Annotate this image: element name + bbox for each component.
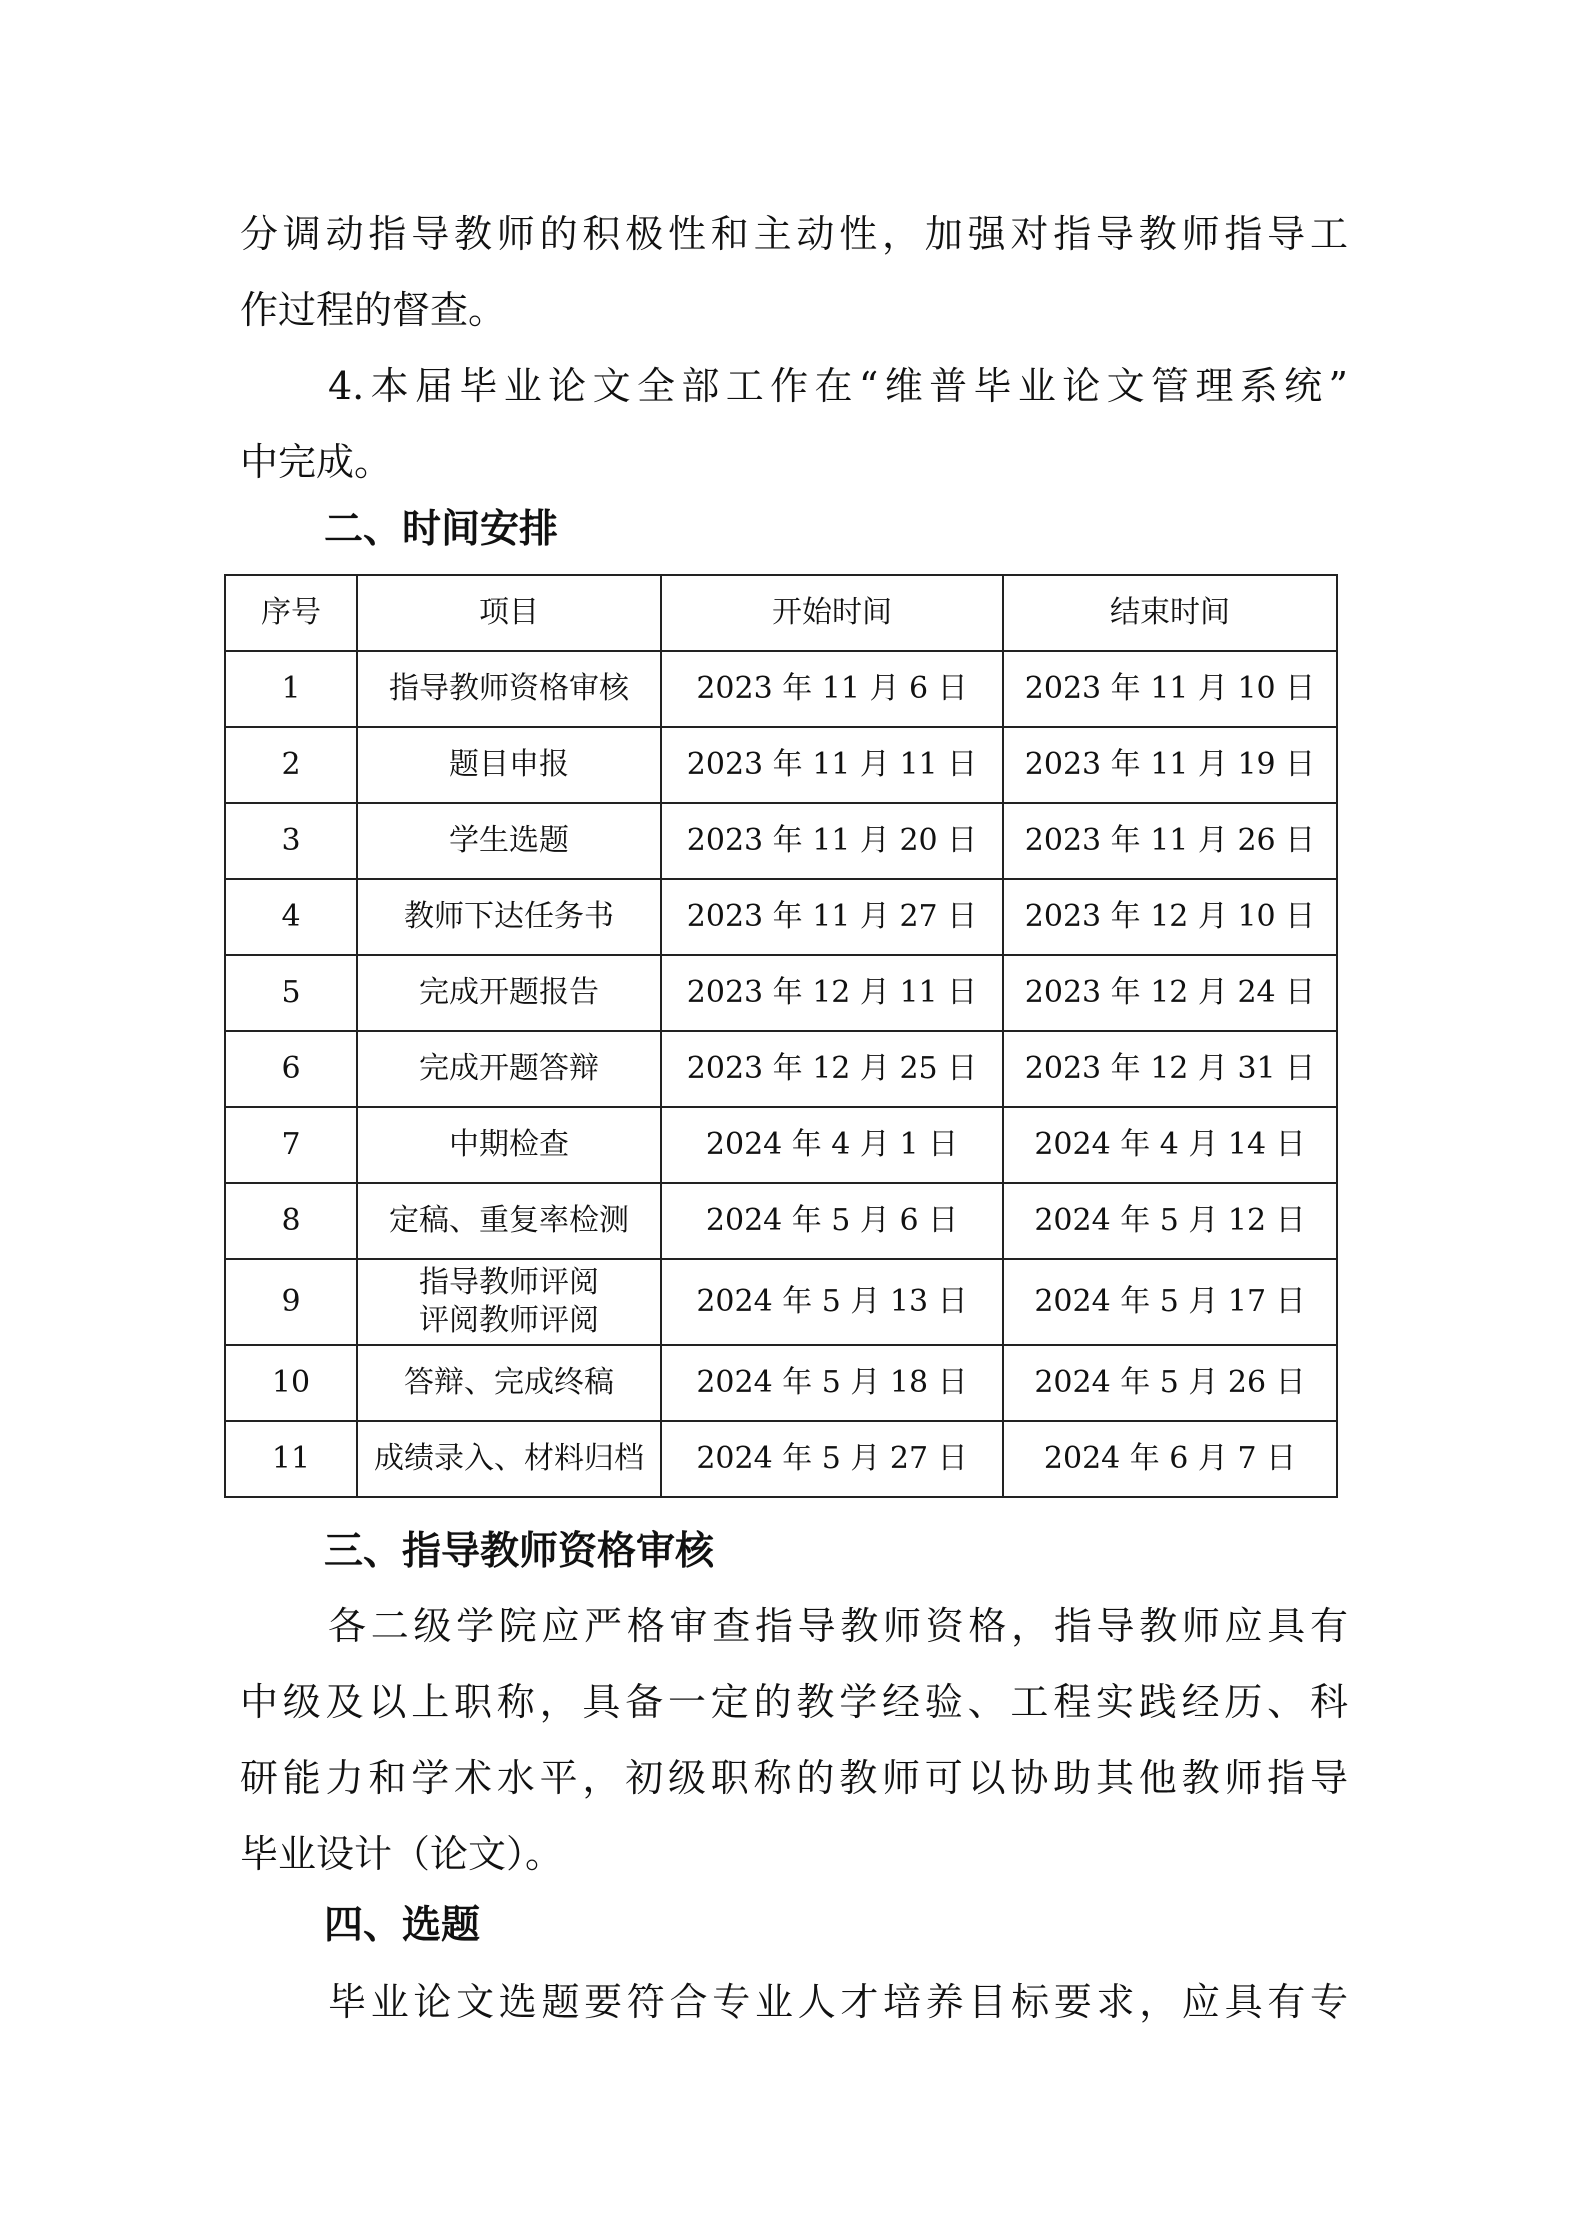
table-row [225,1183,1337,1259]
cell-end: 2023 年 12 月 24 日 [1003,955,1337,1031]
cell-start: 2024 年 5 月 27 日 [661,1421,1003,1497]
cell-start: 2024 年 5 月 6 日 [661,1183,1003,1259]
cell-no: 3 [225,803,357,879]
cell-item: 定稿、重复率检测 [357,1183,661,1259]
column-header-end: 结束时间 [1003,575,1337,651]
cell-item [357,1259,661,1345]
cell-start: 2023 年 12 月 25 日 [661,1031,1003,1107]
cell-end: 2024 年 5 月 26 日 [1003,1345,1337,1421]
cell-start: 2023 年 11 月 11 日 [661,727,1003,803]
cell-no: 4 [225,879,357,955]
cell-end: 2023 年 11 月 10 日 [1003,651,1337,727]
paragraph-line: 中级及以上职称，具备一定的教学经验、工程实践经历、科 [240,1680,1348,1724]
section-heading: 二、时间安排 [324,507,559,552]
cell-no: 7 [225,1107,357,1183]
cell-start: 2023 年 12 月 11 日 [661,955,1003,1031]
cell-no: 10 [225,1345,357,1421]
cell-end: 2023 年 12 月 10 日 [1003,879,1337,955]
cell-start: 2024 年 5 月 13 日 [661,1259,1003,1345]
column-header-item: 项目 [357,575,661,651]
paragraph-line: 各二级学院应严格审查指导教师资格，指导教师应具有 [328,1604,1348,1648]
cell-end: 2023 年 11 月 26 日 [1003,803,1337,879]
cell-end: 2024 年 6 月 7 日 [1003,1421,1337,1497]
cell-item-line: 指导教师评阅 [419,1265,599,1300]
cell-start: 2023 年 11 月 20 日 [661,803,1003,879]
cell-no: 2 [225,727,357,803]
paragraph-line: 分调动指导教师的积极性和主动性，加强对指导教师指导工 [240,212,1348,256]
paragraph-line: 4.本届毕业论文全部工作在“维普毕业论文管理系统” [328,364,1348,408]
table-row [225,1259,1337,1345]
cell-no: 11 [225,1421,357,1497]
cell-item: 指导教师资格审核 [357,651,661,727]
cell-no: 5 [225,955,357,1031]
cell-item: 中期检查 [357,1107,661,1183]
cell-start: 2024 年 4 月 1 日 [661,1107,1003,1183]
cell-start: 2023 年 11 月 6 日 [661,651,1003,727]
table-row [225,879,1337,955]
table-row [225,955,1337,1031]
cell-end: 2023 年 11 月 19 日 [1003,727,1337,803]
cell-no: 8 [225,1183,357,1259]
column-header-no: 序号 [225,575,357,651]
paragraph-line: 毕业论文选题要符合专业人才培养目标要求，应具有专 [328,1980,1348,2024]
cell-item: 完成开题答辩 [357,1031,661,1107]
cell-end: 2024 年 5 月 17 日 [1003,1259,1337,1345]
section-heading: 三、指导教师资格审核 [324,1529,715,1574]
paragraph-line: 中完成。 [240,440,393,484]
cell-item: 答辩、完成终稿 [357,1345,661,1421]
paragraph-line: 毕业设计（论文）。 [240,1832,564,1876]
cell-item: 完成开题报告 [357,955,661,1031]
cell-item-line: 评阅教师评阅 [419,1303,599,1338]
table-header-row [225,575,1337,651]
cell-item: 教师下达任务书 [357,879,661,955]
table-row [225,1421,1337,1497]
cell-no: 9 [225,1259,357,1345]
table-row [225,1107,1337,1183]
section-heading: 四、选题 [324,1903,481,1948]
cell-end: 2024 年 5 月 12 日 [1003,1183,1337,1259]
cell-item: 学生选题 [357,803,661,879]
table-row [225,1031,1337,1107]
column-header-start: 开始时间 [661,575,1003,651]
cell-item: 成绩录入、材料归档 [357,1421,661,1497]
cell-item: 题目申报 [357,727,661,803]
table-row [225,803,1337,879]
cell-start: 2024 年 5 月 18 日 [661,1345,1003,1421]
schedule-table [224,574,1338,1498]
paragraph-line: 研能力和学术水平，初级职称的教师可以协助其他教师指导 [240,1756,1348,1800]
table-row [225,727,1337,803]
table-row [225,651,1337,727]
cell-no: 1 [225,651,357,727]
cell-no: 6 [225,1031,357,1107]
table-row [225,1345,1337,1421]
cell-start: 2023 年 11 月 27 日 [661,879,1003,955]
cell-end: 2024 年 4 月 14 日 [1003,1107,1337,1183]
cell-end: 2023 年 12 月 31 日 [1003,1031,1337,1107]
paragraph-line: 作过程的督查。 [240,288,507,332]
